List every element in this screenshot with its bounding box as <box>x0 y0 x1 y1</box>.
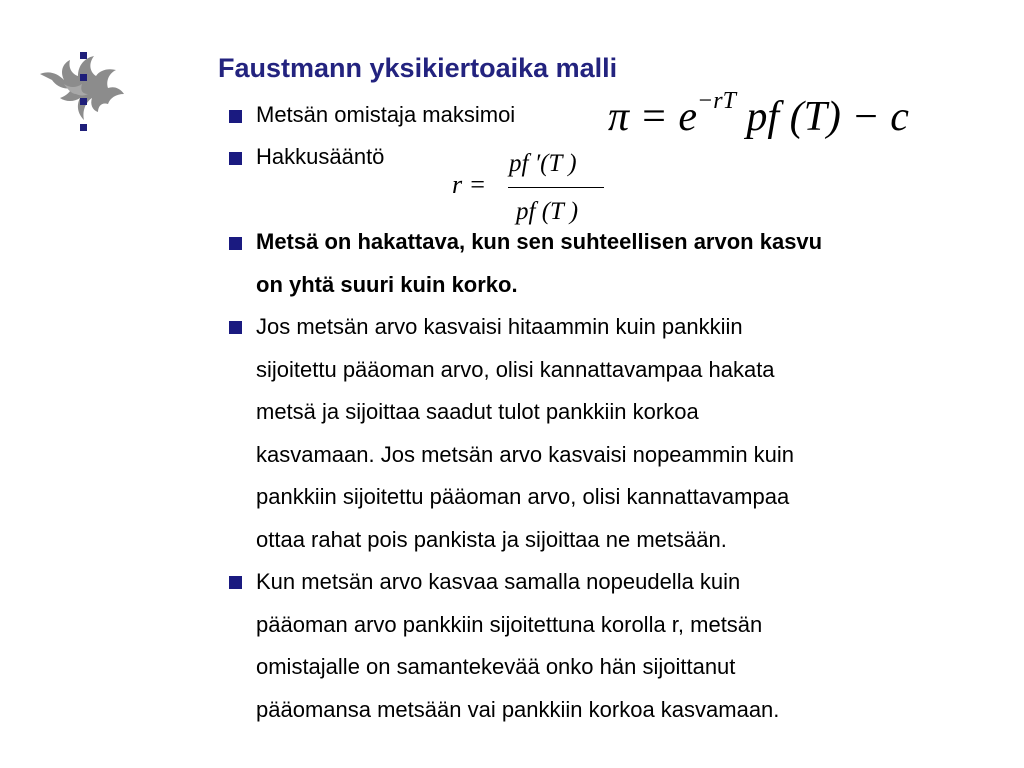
bullet-text <box>256 561 779 731</box>
equation-exponent: −rT <box>697 88 736 114</box>
bullet-text <box>256 94 515 137</box>
bullet-line: sijoitettu pääoman arvo, olisi kannattavampaa hakata <box>256 356 775 382</box>
slide-title: Faustmann yksikiertoaika malli <box>218 53 618 83</box>
bullet-line: pääoman arvo pankkiin sijoitettuna korolla r, metsän <box>256 611 763 637</box>
bullet-text <box>256 136 384 179</box>
bullet-text <box>256 306 794 561</box>
harvest-rule-equation <box>452 150 612 235</box>
bullet-square-icon <box>229 152 242 165</box>
bullet-line: pankkiin sijoitettu pääoman arvo, olisi kannattavampaa <box>256 484 790 509</box>
bullet-line: Jos metsän arvo kasvaisi hitaammin kuin pankkiin <box>256 314 743 339</box>
bullet-line: Metsän omistaja maksimoi <box>256 102 516 127</box>
fraction-bar <box>508 187 604 188</box>
equation-lhs: r = <box>452 170 487 199</box>
profit-equation <box>608 88 909 148</box>
bullet-line: omistajalle on samantekevää onko hän sijoittanut <box>256 654 736 679</box>
bullet-square-icon <box>229 321 242 334</box>
bullet-line: Kun metsän arvo kasvaa samalla nopeudella kuin <box>256 569 741 594</box>
dot <box>80 98 87 105</box>
bullet-line: metsä ja sijoittaa saadut tulot pankkiin korkoa <box>256 399 699 424</box>
fraction-denominator: pf (T ) <box>516 198 579 225</box>
dot <box>80 74 87 81</box>
dot <box>80 124 87 131</box>
bullet-square-icon <box>229 237 242 250</box>
bullet-line: Metsä on hakattava, kun sen suhteellisen arvon kasvu <box>256 229 823 254</box>
equation-lhs: π = e <box>608 94 698 140</box>
bullet-line: Hakkusääntö <box>256 144 385 169</box>
equation-rhs: pf (T) − c <box>735 94 909 140</box>
fraction-numerator: pf ′(T ) <box>509 150 577 177</box>
dot <box>80 52 87 59</box>
bullet-square-icon <box>229 110 242 123</box>
bullet-line: kasvamaan. Jos metsän arvo kasvaisi nopeammin kuin <box>256 441 795 467</box>
bullet-line: pääomansa metsään vai pankkiin korkoa kasvamaan. <box>256 696 780 722</box>
bullet-square-icon <box>229 576 242 589</box>
bullet-line: on yhtä suuri kuin korko. <box>256 271 518 297</box>
bullet-line: ottaa rahat pois pankista ja sijoittaa ne metsään. <box>256 526 727 552</box>
